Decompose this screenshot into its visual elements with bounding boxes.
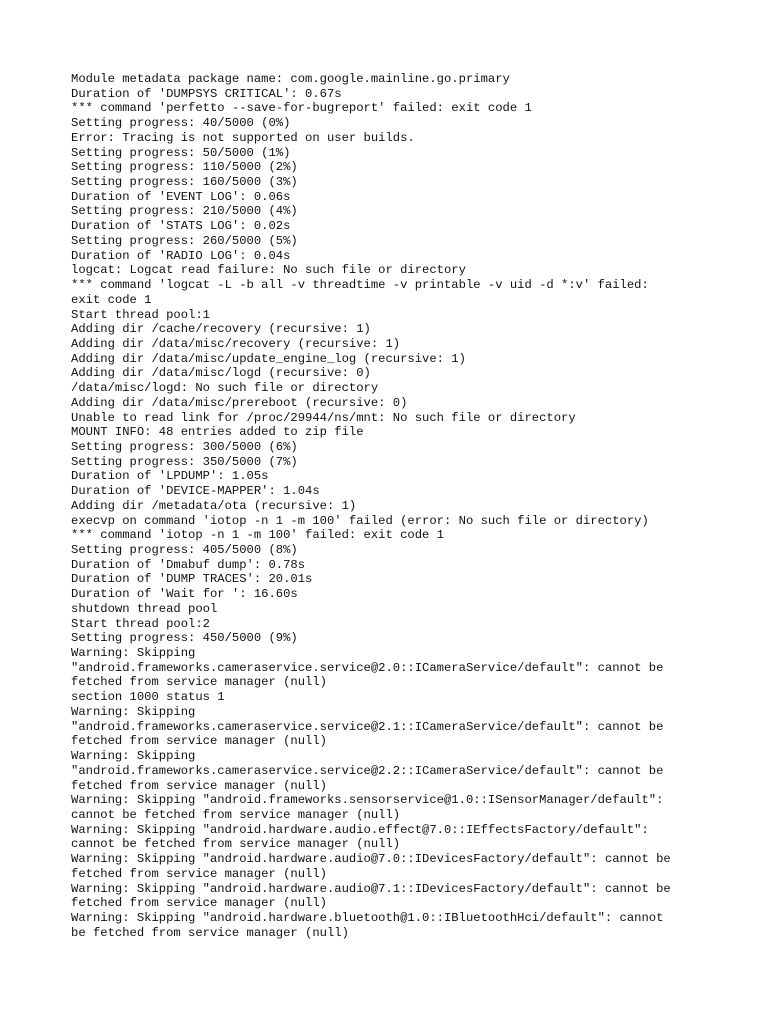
log-line: fetched from service manager (null) <box>71 734 327 749</box>
log-line: Adding dir /data/misc/update_engine_log (recursive: 1) <box>71 351 466 366</box>
log-line: *** command 'logcat -L -b all -v threadtime -v printable -v uid -d *:v' failed: <box>71 278 649 293</box>
log-line: Setting progress: 110/5000 (2%) <box>71 160 298 175</box>
log-line: Adding dir /metadata/ota (recursive: 1) <box>71 498 357 513</box>
log-line: "android.frameworks.cameraservice.service@2.2::ICameraService/default": cannot be <box>71 763 664 778</box>
log-line: Duration of 'DUMPSYS CRITICAL': 0.67s <box>71 86 342 101</box>
log-line: MOUNT INFO: 48 entries added to zip file <box>71 425 364 440</box>
log-line: Setting progress: 300/5000 (6%) <box>71 439 298 454</box>
log-line: Module metadata package name: com.google.mainline.go.primary <box>71 72 510 86</box>
log-line: Setting progress: 50/5000 (1%) <box>71 145 291 160</box>
log-line: Duration of 'DUMP TRACES': 20.01s <box>71 572 313 587</box>
log-line: fetched from service manager (null) <box>71 896 327 911</box>
log-line: Warning: Skipping "android.hardware.audio.effect@7.0::IEffectsFactory/default": <box>71 822 649 837</box>
log-line: Duration of 'STATS LOG': 0.02s <box>71 219 291 234</box>
log-line: Adding dir /data/misc/recovery (recursive: 1) <box>71 336 401 351</box>
log-line: "android.frameworks.cameraservice.service@2.0::ICameraService/default": cannot be <box>71 660 664 675</box>
log-line: Warning: Skipping "android.hardware.bluetooth@1.0::IBluetoothHci/default": cannot <box>71 910 664 925</box>
log-line: Error: Tracing is not supported on user builds. <box>71 130 415 145</box>
log-line: *** command 'perfetto --save-for-bugreport' failed: exit code 1 <box>71 101 532 116</box>
log-line: cannot be fetched from service manager (null) <box>71 807 401 822</box>
log-line: Adding dir /data/misc/prereboot (recursive: 0) <box>71 395 408 410</box>
log-line: fetched from service manager (null) <box>71 778 327 793</box>
log-line: /data/misc/logd: No such file or directory <box>71 381 379 396</box>
log-line: logcat: Logcat read failure: No such file or directory <box>71 263 466 278</box>
log-line: Setting progress: 40/5000 (0%) <box>71 116 291 131</box>
log-line: exit code 1 <box>71 292 152 307</box>
log-line: Setting progress: 260/5000 (5%) <box>71 233 298 248</box>
log-line: Warning: Skipping <box>71 704 196 719</box>
log-line: Warning: Skipping "android.hardware.audio@7.1::IDevicesFactory/default": cannot be <box>71 881 671 896</box>
log-line: Setting progress: 160/5000 (3%) <box>71 175 298 190</box>
log-document <box>71 72 711 940</box>
log-line: shutdown thread pool <box>71 601 218 616</box>
log-line: Adding dir /cache/recovery (recursive: 1) <box>71 322 371 337</box>
log-line: "android.frameworks.cameraservice.service@2.1::ICameraService/default": cannot be <box>71 719 664 734</box>
log-line: Setting progress: 210/5000 (4%) <box>71 204 298 219</box>
log-line: Duration of 'EVENT LOG': 0.06s <box>71 189 291 204</box>
log-line: Warning: Skipping <box>71 749 196 764</box>
log-line: section 1000 status 1 <box>71 690 225 705</box>
log-line: Duration of 'DEVICE-MAPPER': 1.04s <box>71 484 320 499</box>
log-line: Start thread pool:1 <box>71 307 210 322</box>
log-line: *** command 'iotop -n 1 -m 100' failed: exit code 1 <box>71 528 444 543</box>
log-line: Duration of 'Wait for ': 16.60s <box>71 587 298 602</box>
log-line: Adding dir /data/misc/logd (recursive: 0) <box>71 366 371 381</box>
log-line: Setting progress: 350/5000 (7%) <box>71 454 298 469</box>
log-line: Duration of 'Dmabuf dump': 0.78s <box>71 557 306 572</box>
log-line: be fetched from service manager (null) <box>71 925 349 940</box>
log-line: Setting progress: 450/5000 (9%) <box>71 631 298 646</box>
log-line: Warning: Skipping "android.frameworks.sensorservice@1.0::ISensorManager/default": <box>71 793 664 808</box>
log-line: Warning: Skipping <box>71 646 196 661</box>
log-line: Setting progress: 405/5000 (8%) <box>71 543 298 557</box>
log-line: cannot be fetched from service manager (null) <box>71 837 401 852</box>
log-line: Warning: Skipping "android.hardware.audio@7.0::IDevicesFactory/default": cannot be <box>71 852 671 867</box>
log-line: Duration of 'LPDUMP': 1.05s <box>71 469 269 484</box>
log-line: Duration of 'RADIO LOG': 0.04s <box>71 248 291 263</box>
log-line: fetched from service manager (null) <box>71 866 327 881</box>
log-line: fetched from service manager (null) <box>71 675 327 690</box>
log-line: execvp on command 'iotop -n 1 -m 100' failed (error: No such file or directory) <box>71 513 649 528</box>
log-line: Unable to read link for /proc/29944/ns/mnt: No such file or directory <box>71 410 576 425</box>
log-line: Start thread pool:2 <box>71 616 210 631</box>
